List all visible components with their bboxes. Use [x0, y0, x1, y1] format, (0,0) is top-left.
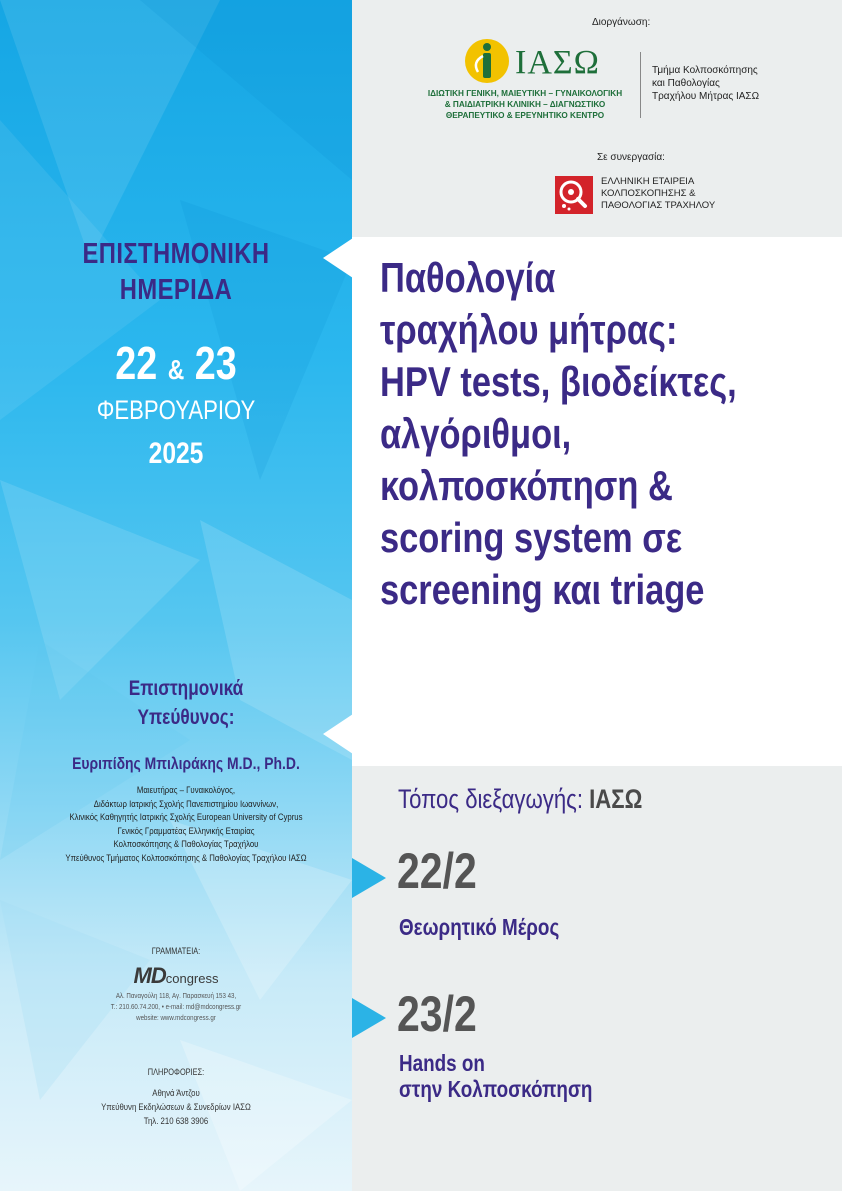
secretariat-contact [32, 990, 321, 1023]
credential-line: Υπεύθυνος Τμήματος Κολποσκόπησης & Παθολογίας Τραχήλου ΙΑΣΩ [65, 852, 307, 864]
day-2-desc-line: Hands on [399, 1050, 485, 1076]
day-2-description [399, 1050, 592, 1102]
event-year: 2025 [148, 437, 204, 470]
info-label: ΠΛΗΡΟΦΟΡΙΕΣ: [147, 1067, 205, 1077]
day-1-arrow-icon [352, 858, 386, 898]
credential-line: Γενικός Γραμματέας Ελληνικής Εταιρίας [117, 825, 255, 837]
secretariat-line: Τ.: 210.60.74.200, • e-mail: md@mdcongress.gr [110, 1002, 242, 1011]
department-line: και Παθολογίας [652, 78, 720, 89]
society-line: ΕΛΛΗΝΙΚΗ ΕΤΑΙΡΕΙΑ [601, 176, 695, 187]
society-line: ΚΟΛΠΟΣΚΟΠΗΣΗΣ & [601, 188, 696, 199]
collaboration-label: Σε συνεργασία: [597, 152, 665, 163]
department-name [652, 64, 759, 103]
secretariat-label: ΓΡΑΜΜΑΤΕΙΑ: [151, 946, 201, 956]
responsible-heading-line: Υπεύθυνος: [137, 706, 235, 729]
credential-line: Μαιευτήρας – Γυναικολόγος, [136, 785, 236, 796]
iaso-description [410, 88, 640, 121]
day-1-date: 22/2 [397, 843, 477, 899]
info-line: Τηλ. 210 638 3906 [143, 1116, 209, 1127]
event-day-2: 23 [194, 337, 237, 389]
organizer-divider [640, 52, 641, 118]
secretariat-line: website: www.mdcongress.gr [136, 1013, 216, 1022]
mdcongress-logo-md: MD [133, 963, 166, 988]
secretariat-line: Αλ. Παναγούλη 118, Αγ. Παρασκευή 153 43, [115, 991, 237, 1000]
schedule-section [352, 766, 842, 1191]
title-line: κολποσκόπηση & [380, 462, 673, 509]
event-dates [32, 336, 321, 397]
responsible-heading-line: Επιστημονικά [128, 677, 244, 700]
info-contact [32, 1087, 321, 1129]
iaso-desc-line: ΘΕΡΑΠΕΥΤΙΚΟ & ΕΡΕΥΝΗΤΙΚΟ ΚΕΝΤΡΟ [445, 111, 605, 120]
event-type-line: ΕΠΙΣΤΗΜΟΝΙΚΗ [82, 238, 270, 270]
event-dates-amp: & [167, 354, 185, 385]
department-line: Τραχήλου Μήτρας ΙΑΣΩ [652, 91, 760, 102]
organizer-label: Διοργάνωση: [592, 17, 651, 28]
title-notch [323, 238, 353, 278]
society-name [601, 176, 715, 212]
title-line: scoring system σε [380, 514, 683, 561]
event-month: ΦΕΒΡΟΥΑΡΙΟΥ [96, 395, 256, 425]
event-day-1: 22 [115, 337, 158, 389]
iaso-desc-line: ΙΔΙΩΤΙΚΗ ΓΕΝΙΚΗ, ΜΑΙΕΥΤΙΚΗ – ΓΥΝΑΙΚΟΛΟΓΙΚΗ [427, 89, 623, 98]
event-type-line: ΗΜΕΡΙΔΑ [119, 274, 233, 306]
day-2-arrow-icon [352, 998, 386, 1038]
responsible-name: Ευριπίδης Μπιλιράκης M.D., Ph.D. [72, 754, 300, 773]
title-line: αλγόριθμοι, [380, 410, 572, 457]
credential-line: Διδάκτωρ Ιατρικής Σχολής Πανεπιστημίου Ιωαννίνων, [93, 798, 279, 810]
day-2-desc-line: στην Κολποσκόπηση [399, 1076, 593, 1102]
title-line: Παθολογία [380, 254, 556, 301]
venue-name: ΙΑΣΩ [589, 784, 643, 814]
society-logo-icon [555, 176, 593, 214]
day-1-description [399, 914, 559, 940]
iaso-desc-line: & ΠΑΙΔΙΑΤΡΙΚΗ ΚΛΙΝΙΚΗ – ΔΙΑΓΝΩΣΤΙΚΟ [444, 100, 606, 109]
event-type [32, 236, 321, 308]
venue [398, 784, 642, 815]
department-line: Τμήμα Κολποσκόπησης [652, 65, 758, 76]
iaso-logo-icon [464, 38, 510, 89]
day-2-date: 23/2 [397, 986, 477, 1042]
society-line: ΠΑΘΟΛΟΓΙΑΣ ΤΡΑΧΗΛΟΥ [601, 200, 716, 211]
title-line: screening και triage [380, 566, 705, 613]
mdcongress-logo-text: congress [165, 971, 219, 986]
responsible-heading [33, 674, 338, 732]
title-line: HPV tests, βιοδείκτες, [380, 358, 737, 405]
info-line: Υπεύθυνη Εκδηλώσεων & Συνεδρίων ΙΑΣΩ [101, 1102, 251, 1113]
title-line: τραχήλου μήτρας: [380, 306, 678, 353]
info-line: Αθηνά Άντζου [152, 1088, 200, 1099]
event-title [380, 252, 839, 616]
venue-label: Τόπος διεξαγωγής: [398, 784, 583, 814]
credential-line: Κολποσκόπησης & Παθολογίας Τραχήλου [113, 839, 259, 850]
iaso-brand: ΙΑΣΩ [515, 44, 600, 81]
day-1-desc-line: Θεωρητικό Μέρος [399, 914, 560, 940]
responsible-credentials [33, 784, 338, 865]
mdcongress-logo [0, 963, 352, 989]
credential-line: Κλινικός Καθηγητής Ιατρικής Σχολής European University of Cyprus [69, 812, 303, 823]
